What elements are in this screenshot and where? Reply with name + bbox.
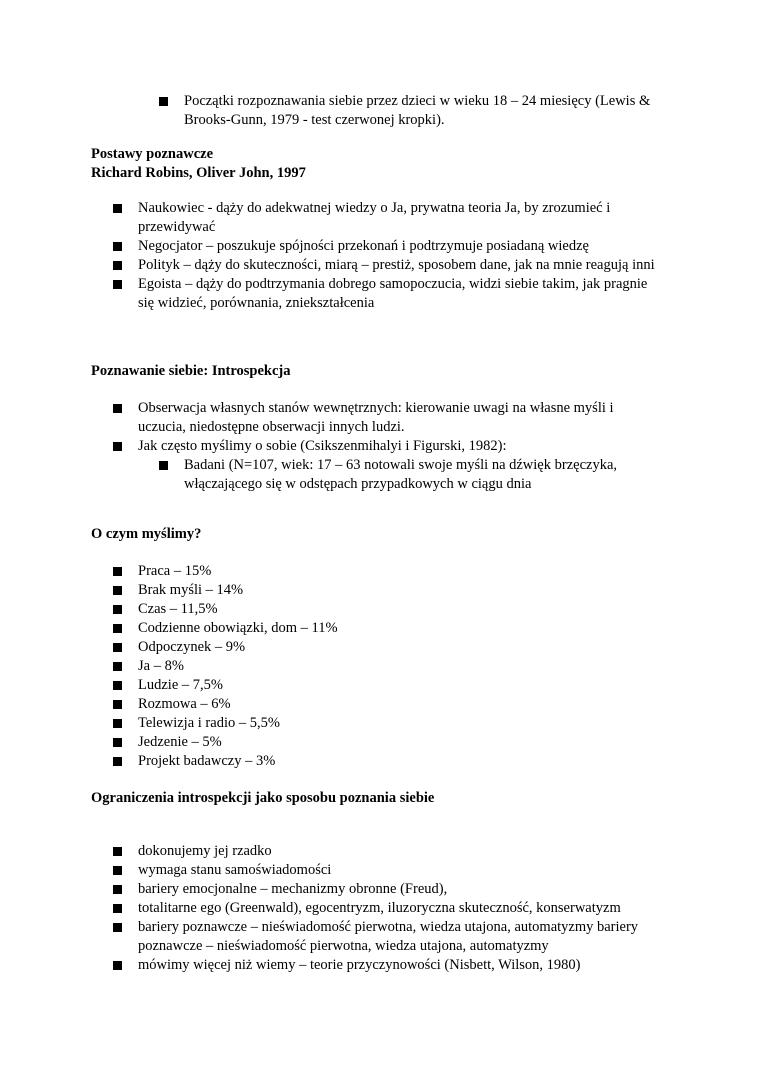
square-bullet-icon [113,961,122,970]
section1-list [138,199,658,313]
square-bullet-icon [159,97,168,106]
section3-list [138,562,678,771]
square-bullet-icon [113,261,122,270]
square-bullet-icon [113,280,122,289]
section-title: Postawy poznawcze [91,146,214,162]
square-bullet-icon [113,719,122,728]
section-title: Ograniczenia introspekcji jako sposobu poznania siebie [91,790,435,806]
square-bullet-icon [113,605,122,614]
square-bullet-icon [113,242,122,251]
list-item: Jak często myślimy o sobie (Csikszenmihalyi i Figurski, 1982): [138,437,658,456]
square-bullet-icon [113,847,122,856]
square-bullet-icon [113,885,122,894]
list-item: Codzienne obowiązki, dom – 11% [138,619,678,638]
list-item: Ja – 8% [138,657,678,676]
section-title: Poznawanie siebie: Introspekcja [91,363,291,379]
square-bullet-icon [113,586,122,595]
square-bullet-icon [113,904,122,913]
square-bullet-icon [113,923,122,932]
section2-list [138,399,658,456]
list-item: Badani (N=107, wiek: 17 – 63 notowali swoje myśli na dźwięk brzęczyka, włączającego się w odstępach przypadkowych w ciągu dnia [184,456,654,494]
list-item: mówimy więcej niż wiemy – teorie przyczynowości (Nisbett, Wilson, 1980) [138,956,678,975]
square-bullet-icon [113,700,122,709]
list-item: dokonujemy jej rzadko [138,842,678,861]
list-item: Telewizja i radio – 5,5% [138,714,678,733]
list-item: wymaga stanu samoświadomości [138,861,678,880]
square-bullet-icon [113,662,122,671]
square-bullet-icon [113,681,122,690]
square-bullet-icon [113,866,122,875]
section4-list [138,842,678,975]
square-bullet-icon [113,643,122,652]
square-bullet-icon [113,624,122,633]
section-title: O czym myślimy? [91,526,202,542]
section2-sublist [184,456,654,494]
square-bullet-icon [113,442,122,451]
list-item: totalitarne ego (Greenwald), egocentryzm, iluzoryczna skuteczność, konserwatyzm [138,899,678,918]
list-item: Praca – 15% [138,562,678,581]
square-bullet-icon [113,757,122,766]
list-item: Ludzie – 7,5% [138,676,678,695]
list-item: Negocjator – poszukuje spójności przekonań i podtrzymuje posiadaną wiedzę [138,237,658,256]
list-item: bariery poznawcze – nieświadomość pierwotna, wiedza utajona, automatyzmy bariery poznawcze – nieświadomość pierwotna, wiedza utajona, automatyzmy [138,918,678,956]
list-item: Jedzenie – 5% [138,733,678,752]
list-item: Rozmowa – 6% [138,695,678,714]
list-item: Początki rozpoznawania siebie przez dzieci w wieku 18 – 24 miesięcy (Lewis & Brooks-Gunn, 1979 - test czerwonej kropki). [184,92,664,130]
square-bullet-icon [159,461,168,470]
top-list [184,92,664,130]
list-item: Egoista – dąży do podtrzymania dobrego samopoczucia, widzi siebie takim, jak pragnie się widzieć, porównania, zniekształcenia [138,275,658,313]
list-item: Polityk – dąży do skuteczności, miarą – prestiż, sposobem dane, jak na mnie reagują inni [138,256,658,275]
list-item: Projekt badawczy – 3% [138,752,678,771]
list-item: Odpoczynek – 9% [138,638,678,657]
square-bullet-icon [113,404,122,413]
square-bullet-icon [113,738,122,747]
square-bullet-icon [113,567,122,576]
square-bullet-icon [113,204,122,213]
list-item: Obserwacja własnych stanów wewnętrznych: kierowanie uwagi na własne myśli i uczucia, niedostępne obserwacji innych ludzi. [138,399,658,437]
list-item: Naukowiec - dąży do adekwatnej wiedzy o Ja, prywatna teoria Ja, by zrozumieć i przewidywać [138,199,658,237]
section-subtitle: Richard Robins, Oliver John, 1997 [91,165,306,181]
list-item: Brak myśli – 14% [138,581,678,600]
list-item: bariery emocjonalne – mechanizmy obronne (Freud), [138,880,678,899]
list-item: Czas – 11,5% [138,600,678,619]
